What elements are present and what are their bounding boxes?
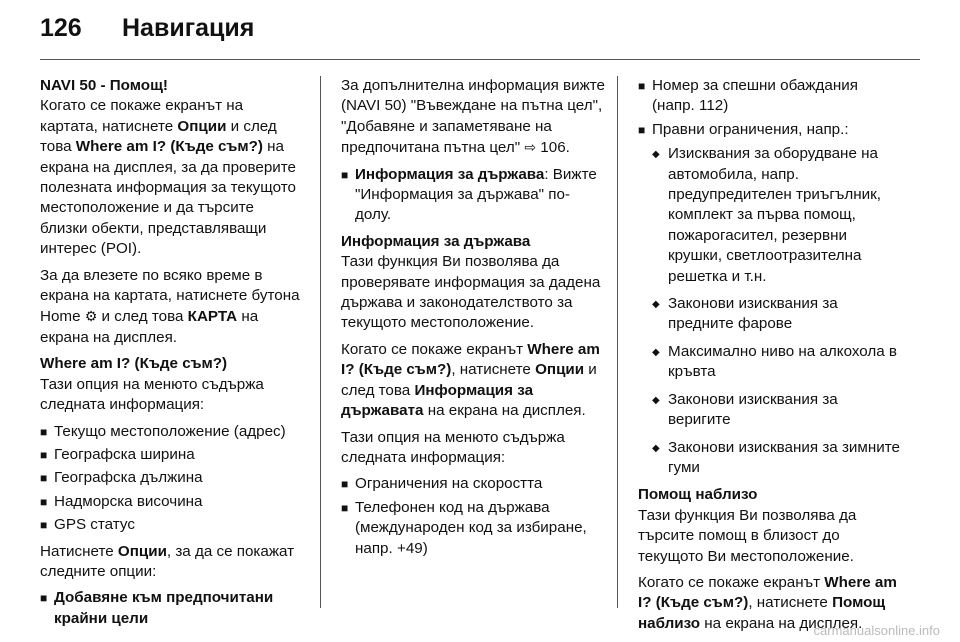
- page-title: Навигация: [122, 14, 255, 42]
- sub-list-item: ◆ Законови изисквания за зимните гуми: [652, 438, 903, 479]
- text: и след това: [40, 117, 277, 156]
- ui-term: Информация за държавата: [341, 381, 534, 420]
- paragraph: [341, 76, 606, 159]
- column-2: [341, 76, 606, 565]
- sub-list-item: ◆ Законови изисквания за предните фарове: [652, 294, 903, 335]
- list-item: ■ Географска дължина: [40, 468, 305, 488]
- info-list: [40, 422, 305, 536]
- section-heading: Помощ наблизо: [638, 486, 758, 504]
- sub-list: [652, 144, 903, 478]
- ui-term: Опции: [177, 117, 227, 135]
- text: и след това: [97, 308, 188, 326]
- paragraph: Тази функция Ви позволява да търсите помощ в близост до текущото Ви местоположение.: [638, 506, 857, 565]
- section-heading: Информация за държава: [341, 232, 531, 250]
- info-list: [341, 474, 606, 559]
- list-item: ■ Ограничения на скоростта: [341, 474, 606, 494]
- paragraph: [40, 542, 305, 583]
- ui-term: Добавяне към предпочитани крайни цели: [54, 589, 274, 627]
- list-item: [638, 120, 903, 479]
- paragraph: [341, 340, 606, 422]
- ui-term: Where am I? (Къде съм?): [75, 138, 263, 156]
- list-item: ■ GPS статус: [40, 515, 305, 535]
- list-item: ■ Текущо местоположение (адрес): [40, 422, 305, 442]
- ui-term: Опции: [117, 542, 167, 560]
- text: Когато се покаже екранът на картата, натиснете: [40, 97, 244, 135]
- list-item: ■ Географска ширина: [40, 445, 305, 465]
- column-divider: [320, 76, 321, 608]
- text: на екрана на дисплея.: [40, 308, 259, 346]
- paragraph: [40, 96, 305, 259]
- column-divider: [617, 76, 618, 608]
- sub-list-item: ◆ Изисквания за оборудване на автомобила, напр. предупредителен триъгълник, комплект за първа помощ, пожарогасител, резервни крушки, светлоотразителна решетка и т.н.: [652, 144, 903, 287]
- section-heading: Where am I? (Къде съм?): [40, 355, 228, 373]
- home-icon: ⚙: [84, 308, 98, 325]
- text: на екрана на дисплея, за да проверите полезната информация за текущото местоположение и да търсите близки обекти, представляващи интерес (POI).: [40, 138, 297, 258]
- list-item: [341, 165, 606, 226]
- info-list: [638, 76, 903, 478]
- page-header: [40, 14, 254, 43]
- page-reference-arrow-icon: ⇨: [524, 139, 537, 156]
- ui-term: Информация за държава: [355, 165, 545, 183]
- sub-list-item: ◆ Максимално ниво на алкохола в кръвта: [652, 342, 903, 383]
- ui-term: Where am I? (Къде съм?): [638, 573, 897, 612]
- ui-term: КАРТА: [187, 308, 238, 326]
- header-rule: [40, 59, 920, 60]
- paragraph: Тази опция на менюто съдържа следната информация:: [341, 428, 565, 466]
- ui-term: Опции: [535, 361, 585, 379]
- ui-term: Помощ наблизо: [638, 594, 886, 632]
- paragraph: Тази опция на менюто съдържа следната информация:: [40, 375, 264, 414]
- text: За допълнителна информация вижте (NAVI 50) "Въвеждане на пътна цел", "Добавяне и запаметяване на предпочитана пътна цел": [341, 77, 605, 157]
- list-item: ■ Номер за спешни обаждания (напр. 112): [638, 76, 903, 117]
- text: Когато се покаже екранът: [638, 573, 825, 591]
- text: Натиснете: [40, 542, 118, 560]
- text: Правни ограничения, напр.:: [652, 120, 849, 138]
- text: Когато се покаже екранът: [341, 340, 528, 358]
- text: : Вижте "Информация за държава" по-долу.: [355, 165, 597, 224]
- text: , натиснете: [748, 594, 833, 612]
- text: , натиснете: [451, 361, 536, 379]
- list-item: [40, 588, 305, 629]
- column-3: [638, 76, 903, 640]
- list-item: ■ Надморска височина: [40, 492, 305, 512]
- options-list: [341, 165, 606, 226]
- text: на екрана на дисплея.: [700, 614, 863, 632]
- text: За да влезете по всяко време в екрана на картата, натиснете бутона Home: [40, 266, 300, 326]
- sub-list-item: ◆ Законови изисквания за веригите: [652, 390, 903, 431]
- ui-term: Where am I? (Къде съм?): [341, 340, 600, 379]
- text: , за да се покажат следните опции:: [40, 542, 295, 580]
- page-number: 126: [40, 14, 82, 42]
- list-item: ■ Телефонен код на държава (международен код за избиране, напр. +49): [341, 498, 606, 559]
- watermark: carmanualsonline.info: [813, 623, 940, 638]
- section-heading: NAVI 50 - Помощ!: [40, 77, 168, 94]
- text: и след това: [341, 361, 597, 399]
- column-1: [40, 76, 305, 635]
- text: 106.: [536, 139, 570, 157]
- paragraph: Тази функция Ви позволява да проверявате информация за дадена държава и законодателството за текущото местоположение.: [341, 253, 601, 332]
- text: на екрана на дисплея.: [423, 402, 586, 420]
- options-list: [40, 588, 305, 629]
- paragraph: [40, 266, 305, 349]
